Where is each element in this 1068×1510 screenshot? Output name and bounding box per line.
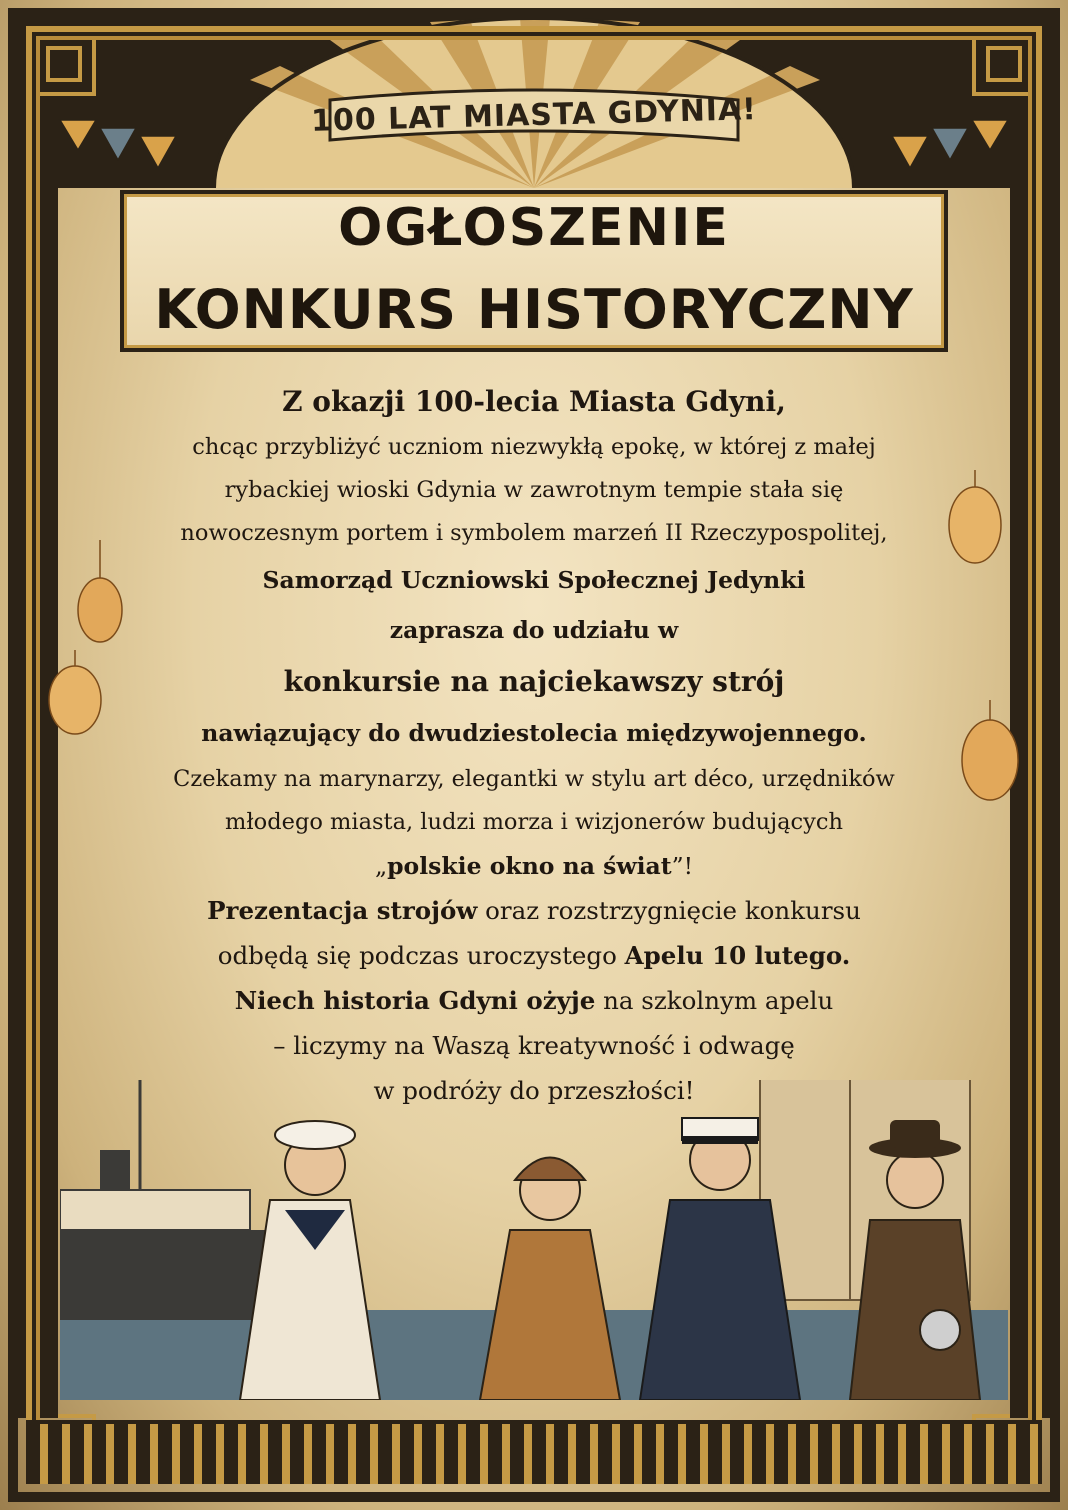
flapper-woman <box>480 1158 620 1401</box>
text-line: nawiązujący do dwudziestolecia międzywojennego. <box>201 719 867 747</box>
text-line: chcąc przybliżyć uczniom niezwykłą epokę, w której z małej <box>192 434 876 460</box>
bottom-ornament-band <box>26 1420 1042 1484</box>
text-line-contest: konkursie na najciekawszy strój <box>283 665 785 698</box>
title-contest: KONKURS HISTORYCZNY <box>154 278 914 341</box>
ocean-liner <box>60 1080 290 1320</box>
text-line: Czekamy na marynarzy, elegantki w stylu art déco, urzędników <box>173 766 895 792</box>
text-line-date: odbędą się podczas uroczystego Apelu 10 lutego. <box>217 941 851 970</box>
text-line-quote: „polskie okno na świat”! <box>374 852 694 880</box>
text-line: rybackiej wioski Gdynia w zawrotnym tempie stała się <box>224 477 844 503</box>
title-announcement: OGŁOSZENIE <box>338 198 730 258</box>
text-line: w podróży do przeszłości! <box>373 1076 695 1105</box>
text-line: nowoczesnym portem i symbolem marzeń II Rzeczypospolitej, <box>180 520 888 546</box>
text-line: młodego miasta, ludzi morza i wizjonerów budujących <box>225 809 843 835</box>
text-line: Z okazji 100-lecia Miasta Gdyni, <box>282 385 786 418</box>
text-line: – liczymy na Waszą kreatywność i odwagę <box>273 1031 795 1060</box>
text-line: Prezentacja strojów oraz rozstrzygnięcie konkursu <box>207 896 861 925</box>
text-line: Niech historia Gdyni ożyje na szkolnym apelu <box>234 986 834 1015</box>
camera-icon <box>920 1310 960 1350</box>
text-line: zaprasza do udziału w <box>389 616 679 644</box>
text-line-organizer: Samorząd Uczniowski Społecznej Jedynki <box>262 566 806 594</box>
announcement-text <box>110 378 958 1113</box>
anniversary-banner: 100 LAT MIASTA GDYNIA! <box>310 92 758 139</box>
interwar-illustration <box>60 1080 1008 1400</box>
sailor-saluting <box>240 1121 380 1400</box>
